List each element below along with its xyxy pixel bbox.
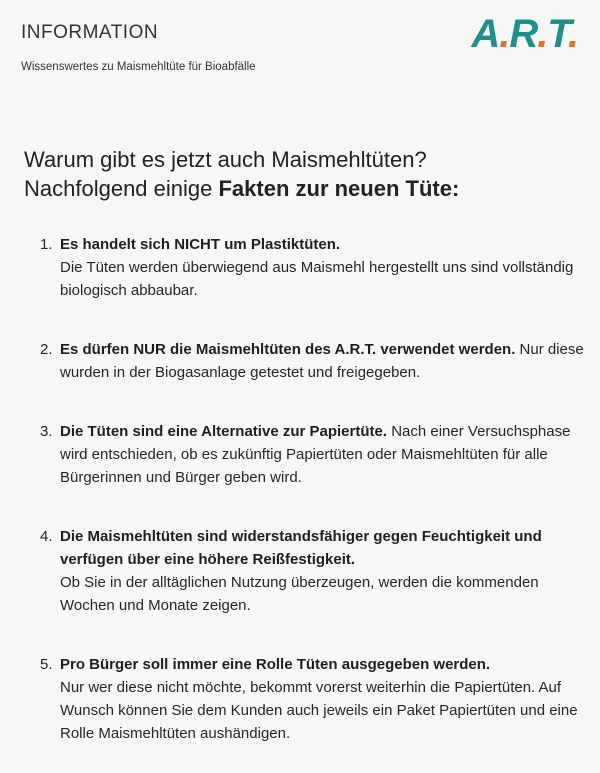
fact-text: Nur diese wurden in der Biogasanlage getestet und freigegeben.: [60, 341, 584, 381]
logo-dot: .: [537, 12, 548, 56]
fact-lead: Es handelt sich NICHT um Plastiktüten.: [60, 236, 341, 253]
fact-item: [40, 420, 585, 489]
document-subtitle: Wissenswertes zu Maismehltüte für Bioabfälle: [21, 61, 256, 73]
fact-lead: Die Tüten sind eine Alternative zur Papiertüte.: [60, 423, 388, 440]
fact-text: Nach einer Versuchsphase wird entschieden, ob es zukünftig Papiertüten oder Maismehltüten für alle Bürgerinnen und Bürger geben wird.: [60, 423, 571, 486]
fact-item: [40, 525, 585, 617]
fact-item: [40, 233, 585, 302]
facts-list: [40, 233, 585, 745]
page-heading: [24, 145, 584, 203]
fact-lead: Pro Bürger soll immer eine Rolle Tüten ausgegeben werden.: [60, 656, 491, 673]
fact-text: Ob Sie in der alltäglichen Nutzung überzeugen, werden die kommenden Wochen und Monate zeigen.: [60, 574, 539, 614]
heading-line-1: Warum gibt es jetzt auch Maismehltüten?: [24, 147, 427, 172]
logo-dot: .: [499, 12, 510, 56]
fact-lead: Die Maismehltüten sind widerstandsfähiger gegen Feuchtigkeit und verfügen über eine höhere Reißfestigkeit.: [60, 528, 542, 568]
logo-letter-a: A: [471, 12, 500, 56]
heading-line-2-bold: Fakten zur neuen Tüte:: [218, 176, 460, 201]
art-logo: [471, 14, 578, 54]
logo-letter-r: R: [509, 12, 538, 56]
fact-number: 3.: [40, 423, 53, 440]
fact-number: 1.: [40, 236, 53, 253]
fact-number: 4.: [40, 528, 53, 545]
logo-dot: .: [567, 12, 578, 56]
fact-number: 5.: [40, 656, 53, 673]
fact-item: [40, 653, 585, 745]
logo-letter-t: T: [547, 12, 568, 56]
fact-text: Nur wer diese nicht möchte, bekommt vorerst weiterhin die Papiertüten. Auf Wunsch können Sie dem Kunden auch jeweils ein Paket Papiertüten und eine Rolle Maismehltüten aushändigen.: [60, 679, 578, 742]
fact-number: 2.: [40, 341, 53, 358]
fact-lead: Es dürfen NUR die Maismehltüten des A.R.T. verwendet werden.: [60, 341, 516, 358]
document-label: INFORMATION: [21, 22, 159, 43]
fact-item: [40, 338, 585, 384]
heading-line-2: [24, 174, 584, 203]
fact-text: Die Tüten werden überwiegend aus Maismehl hergestellt uns sind vollständig biologisch abbaubar.: [60, 259, 574, 299]
heading-line-2-prefix: Nachfolgend einige: [24, 176, 219, 201]
